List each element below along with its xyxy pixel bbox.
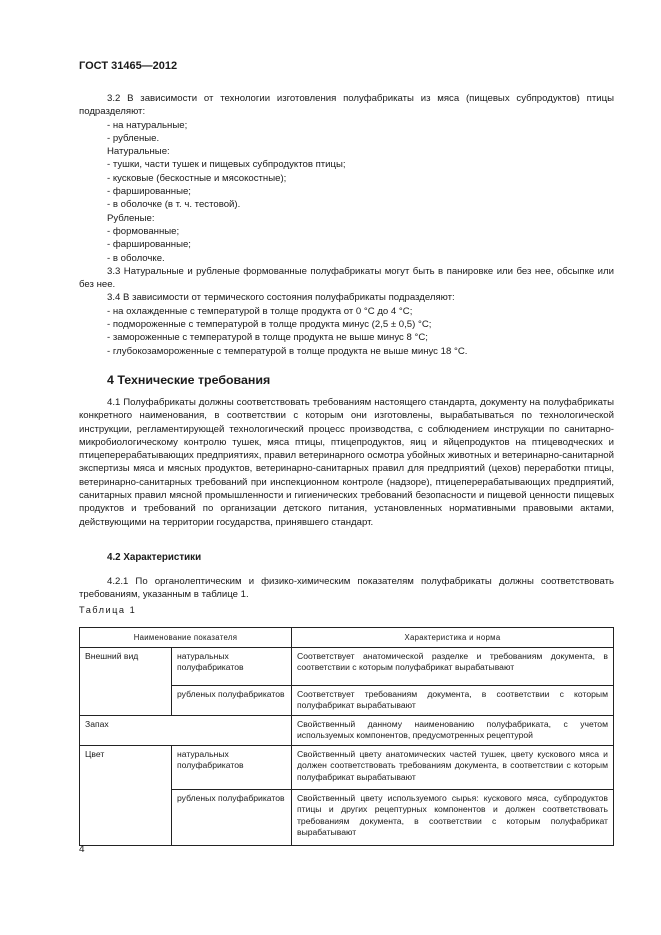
section-4-title: 4 Технические требования bbox=[107, 373, 271, 387]
document-header: ГОСТ 31465—2012 bbox=[79, 60, 178, 72]
row-label-appearance: Внешний вид bbox=[80, 648, 172, 716]
list-item: - рубленые. bbox=[107, 132, 160, 144]
section-4-2-1-text bbox=[79, 575, 614, 602]
list-item: Натуральные: bbox=[107, 146, 170, 158]
list-item: - в оболочке. bbox=[107, 252, 165, 264]
row-sublabel: натуральных полуфабрикатов bbox=[172, 648, 292, 686]
list-item: - фаршированные; bbox=[107, 186, 191, 198]
section-4-2-title: 4.2 Характеристики bbox=[107, 552, 202, 563]
characteristics-table bbox=[79, 627, 614, 846]
paragraph: 3.2 В зависимости от технологии изготовления полуфабрикаты из мяса (пищевых субпродуктов) птицы подразделяют: bbox=[79, 93, 614, 118]
section-4-1-text bbox=[79, 396, 614, 529]
list-item: - тушки, части тушек и пищевых субпродуктов птицы; bbox=[107, 159, 346, 171]
row-sublabel: рубленых полуфабрикатов bbox=[172, 790, 292, 846]
list-item: - в оболочке (в т. ч. тестовой). bbox=[107, 199, 241, 211]
column-header-norm: Характеристика и норма bbox=[292, 628, 614, 648]
table-row bbox=[80, 746, 614, 790]
list-item: - замороженные с температурой в толще продукта не выше минус 8 °С; bbox=[107, 332, 428, 344]
list-item: Рубленые: bbox=[107, 212, 155, 224]
list-item: - на охлажденные с температурой в толще продукта от 0 °С до 4 °С; bbox=[107, 305, 413, 317]
row-label-color: Цвет bbox=[80, 746, 172, 846]
row-sublabel: рубленых полуфабрикатов bbox=[172, 686, 292, 716]
row-value: Свойственный цвету анатомических частей тушек, цвету кускового мяса и должен соответствовать требованиям документа, в соответствии с которым полуфабрикат вырабатывают bbox=[292, 746, 614, 790]
list-item: - на натуральные; bbox=[107, 119, 188, 131]
column-header-indicator: Наименование показателя bbox=[80, 628, 292, 648]
section-3-text bbox=[79, 92, 614, 358]
row-label-smell: Запах bbox=[80, 716, 292, 746]
table-caption: Таблица 1 bbox=[79, 605, 137, 615]
list-item: - формованные; bbox=[107, 225, 180, 237]
row-value: Свойственный цвету используемого сырья: кускового мяса, субпродуктов птицы и других рецептурных компонентов и должен соответствовать требованиям документа, в соответствии с которым полуфабрикат вырабатывают bbox=[292, 790, 614, 846]
row-value: Соответствует требованиям документа, в соответствии с которым полуфабрикат вырабатывают bbox=[292, 686, 614, 716]
paragraph: 3.4 В зависимости от термического состояния полуфабрикаты подразделяют: bbox=[107, 292, 455, 304]
row-value: Соответствует анатомической разделке и требованиям документа, в соответствии с которым полуфабрикат вырабатывают bbox=[292, 648, 614, 686]
list-item: - глубокозамороженные с температурой в толще продукта не выше минус 18 °С. bbox=[107, 345, 468, 357]
list-item: - кусковые (бескостные и мясокостные); bbox=[107, 172, 287, 184]
row-value: Свойственный данному наименованию полуфабриката, с учетом используемых компонентов, предусмотренных рецептурой bbox=[292, 716, 614, 746]
list-item: - подмороженные с температурой в толще продукта минус (2,5 ± 0,5) °С; bbox=[107, 319, 432, 331]
paragraph: 3.3 Натуральные и рубленые формованные полуфабрикаты могут быть в панировке или без нее, обсыпке или без нее. bbox=[79, 265, 614, 291]
paragraph-4-1: 4.1 Полуфабрикаты должны соответствовать требованиям настоящего стандарта, документу на полуфабрикаты конкретного наименования, в соответствии с которым они изготовлены, вырабатываться по технологической инструкции, регламентирующей технологический процесс производства, с соблюдением инструкции по санитарно-микробиологическому контролю тушек, мяса птицы, птицепродуктов, яиц и яйцепродуктов на птицеводческих и птицеперерабатывающих предприятиях, правил ветеринарного осмотра убойных животных и ветеринарно-санитарной экспертизы мяса и мясных продуктов, ветеринарно-санитарных правил для предприятий (цехов) переработки птицы, ветеринарно-санитарных требований при инспекционном контроле (надзоре), птицеперерабатывающих предприятий, санитарных правил мясной промышленности и гигиенических требований безопасности и пищевой ценности пищевых продуктов и требований по организации детского питания, установленных нормативными правовыми актами, действующими на территории государства, принявшего стандарт. bbox=[79, 397, 614, 528]
row-sublabel: натуральных полуфабрикатов bbox=[172, 746, 292, 790]
table-header-row bbox=[80, 628, 614, 648]
table-row bbox=[80, 648, 614, 686]
page-number: 4 bbox=[79, 844, 85, 855]
table-row bbox=[80, 716, 614, 746]
list-item: - фаршированные; bbox=[107, 239, 191, 251]
paragraph-4-2-1: 4.2.1 По органолептическим и физико-химическим показателям полуфабрикаты должны соответствовать требованиям, указанным в таблице 1. bbox=[79, 576, 614, 601]
